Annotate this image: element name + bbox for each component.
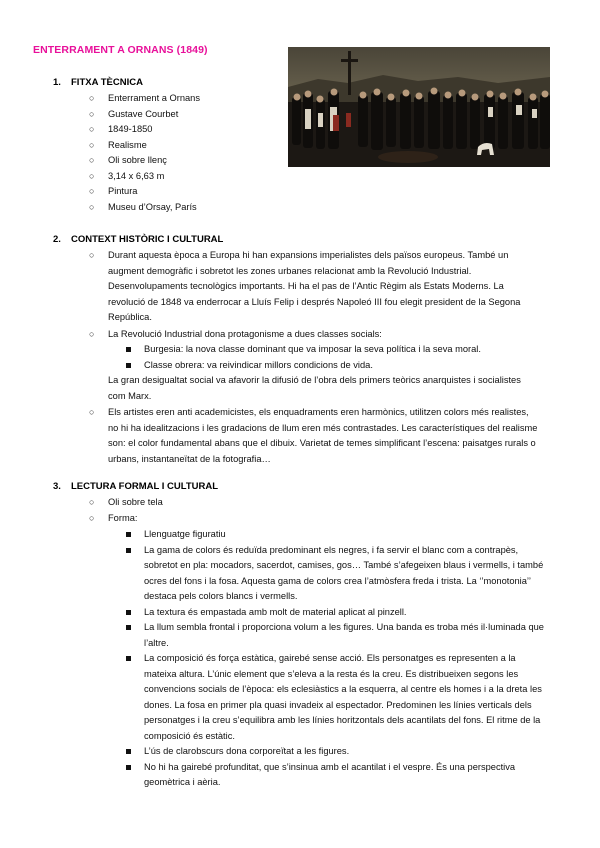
circle-bullet-icon: ○ <box>89 93 95 103</box>
circle-bullet-icon: ○ <box>89 407 95 417</box>
list-item: L’ús de clarobscurs dona corporeïtat a les figures. <box>144 744 544 760</box>
circle-bullet-icon: ○ <box>89 124 95 134</box>
circle-bullet-icon: ○ <box>89 512 95 523</box>
list-item: ○ 3,14 x 6,63 m <box>108 169 538 185</box>
formal-reading-list <box>89 495 544 791</box>
circle-bullet-icon: ○ <box>89 170 95 181</box>
list-item: La composició és força estàtica, gairebé sense acció. Els personatges es representen a la mateixa altura. L’únic element que s’eleva a la resta és la creu. Es distribueixen segons les convencions socials de l’època: els eclesiàstics a la esquerra, al centre els homes i a la dreta les dones. La fosa en primer pla quasi invadeix al espectador. Predominen les línies verticals dels personatges i la creu s’equilibra amb les línies horitzontals dels acantilats del fons. El ritme de la composició és estàtic. <box>144 651 544 744</box>
list-item: ○ Gustave Courbet <box>108 107 538 123</box>
list-item: La gama de colors és reduïda predominant els negres, i fa servir el blanc com a contrapès, sobretot en pla: mocadors, sacerdot, camises, gos… També s’afegeixen blaus i vermells, i també ocres del fons i la fosa. Aquesta gama de colors crea l’atmòsfera freda i trista. La ‘’monotonia’’ destaca pels colors blancs i vermells. <box>144 543 544 605</box>
list-item: ○ Enterrament a Ornans <box>108 91 538 107</box>
technical-sheet-list <box>89 91 538 215</box>
section-2-heading: 2. CONTEXT HISTÒRIC I CULTURAL <box>53 234 224 245</box>
social-classes-list <box>108 342 538 373</box>
square-bullet-icon <box>126 656 131 661</box>
circle-bullet-icon: ○ <box>89 328 95 339</box>
historical-context-list <box>89 248 538 467</box>
list-item: Classe obrera: va reivindicar millors condicions de vida. <box>144 358 538 374</box>
list-item: La textura és empastada amb molt de material aplicat al pinzell. <box>144 605 544 621</box>
circle-bullet-icon: ○ <box>89 108 95 119</box>
circle-bullet-icon: ○ <box>89 497 95 507</box>
square-bullet-icon <box>126 363 131 368</box>
section-3-heading: 3. LECTURA FORMAL I CULTURAL <box>53 481 219 492</box>
list-item: No hi ha gairebé profunditat, que s’insinua amb el acantilat i el vespre. És una perspectiva geomètrica i aèria. <box>144 760 544 791</box>
square-bullet-icon <box>126 625 131 630</box>
section-1-heading: 1. FITXA TÈCNICA <box>53 77 143 88</box>
list-item: ○ Oli sobre llenç <box>108 153 538 169</box>
circle-bullet-icon: ○ <box>89 250 95 260</box>
list-item: ○ Els artistes eren anti academicistes, els enquadraments eren harmònics, utilitzen colors més realistes, no hi ha idealitzacions i les gradacions de llum eren més contrastades. Les característiques del realisme son: el color fundamental abans que el dibuix. Varietat de temes simplificant l’escena: paisatges rurals o urbans, instantaneïtat de la fotografia… <box>89 407 538 464</box>
circle-bullet-icon: ○ <box>89 155 95 165</box>
square-bullet-icon <box>126 765 131 770</box>
list-item: ○ 1849-1850 <box>108 122 538 138</box>
list-item: La llum sembla frontal i proporciona volum a les figures. Una banda es troba més il·luminada que l’altre. <box>144 620 544 651</box>
square-bullet-icon <box>126 610 131 615</box>
list-item: Burgesia: la nova classe dominant que va imposar la seva política i la seva moral. <box>144 342 538 358</box>
square-bullet-icon <box>126 548 131 553</box>
circle-bullet-icon: ○ <box>89 201 95 212</box>
list-item: ○ Museu d’Orsay, París <box>108 200 538 216</box>
list-item: ○ Realisme <box>108 138 538 154</box>
circle-bullet-icon: ○ <box>89 139 95 150</box>
list-item: ○ Pintura <box>108 184 538 200</box>
list-item: ○ Oli sobre tela <box>108 495 538 511</box>
list-item: ○ La Revolució Industrial dona protagonisme a dues classes socials: Burgesia: la nova classe dominant que va imposar la seva política i la seva moral. Classe obrera: va reivindicar millors condicions de vida. La gran desigualtat social va afavorir la difusió de l’obra dels primers teòrics anarquistes i socialistes com Marx. <box>108 327 538 405</box>
list-item: ○ Forma: Llenguatge figuratiu La gama de colors és reduïda predominant els negres, i fa servir el blanc com a contrapès, sobretot en pla: mocadors, sacerdot, camises, gos… També s’afegeixen blaus i vermells, i també ocres del fons i la fosa. Aquesta gama de colors crea l’atmòsfera freda i trista. La ‘’monotonia’’ destaca pels colors blancs i vermells. La textura és empastada amb molt de material aplicat al pinzell. La llum sembla frontal i proporciona volum a les figures. Una banda es troba més il·luminada que l’altre. La composició és força estàtica, gairebé sense acció. Els personatges es representen a la mateixa altura. L’únic element que s’eleva a la resta és la creu. Es distribueixen segons les convencions socials de l’època: els eclesiàstics a la esquerra, al centre els homes i a la dreta les dones. La fosa en primer pla quasi invadeix al espectador. Predominen les línies verticals dels personatges i la creu s’equilibra amb les línies horitzontals dels acantilats del fons. El ritme de la composició és estàtic. L’ús de clarobscurs dona corporeïtat a les figures. No hi ha gairebé profunditat, que s’insinua amb el acantilat i el vespre. És una perspectiva geomètrica i aèria. <box>108 511 538 791</box>
list-item: Llenguatge figuratiu <box>144 527 544 543</box>
circle-bullet-icon: ○ <box>89 186 95 196</box>
square-bullet-icon <box>126 749 131 754</box>
form-details-list <box>108 527 544 791</box>
square-bullet-icon <box>126 532 131 537</box>
square-bullet-icon <box>126 347 131 352</box>
document-title: ENTERRAMENT A ORNANS (1849) <box>33 44 208 56</box>
list-item: ○ Durant aquesta època a Europa hi han expansions imperialistes dels països europeus. També un augment demogràfic i sobretot les zones urbanes relacionat amb la Revolució Industrial. Desenvolupaments tecnològics importants. Hi ha el pas de l’Antic Règim als Estats Moderns. La revolució de 1848 va enderrocar a Lluís Felip i després Napoleó III fou elegit president de la Segona República. <box>89 250 521 322</box>
